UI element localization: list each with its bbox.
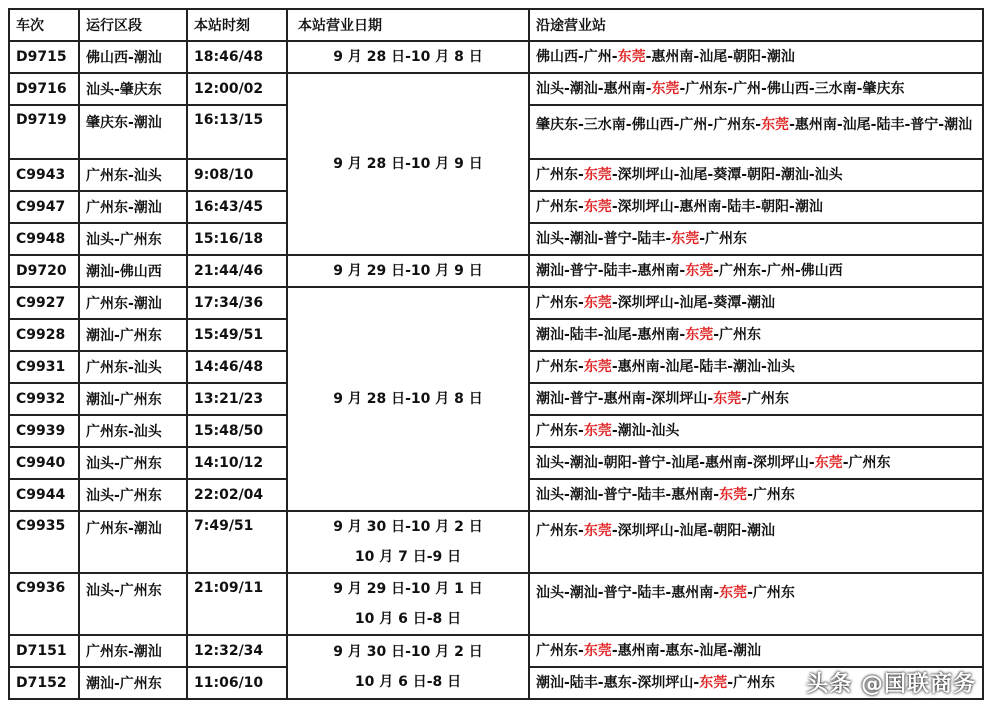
train-number: C9939 xyxy=(9,415,79,447)
route-stations: 佛山西-广州-东莞-惠州南-汕尾-朝阳-潮汕 xyxy=(529,41,983,73)
run-section: 汕头-广州东 xyxy=(79,573,187,635)
header-dates: 本站营业日期 xyxy=(287,9,529,41)
run-section: 广州东-汕头 xyxy=(79,159,187,191)
train-number: D9719 xyxy=(9,105,79,159)
highlighted-station: 东莞 xyxy=(583,359,612,375)
run-section: 广州东-汕头 xyxy=(79,415,187,447)
route-stations: 广州东-东莞-深圳坪山-汕尾-朝阳-潮汕 xyxy=(529,511,983,573)
station-time: 12:32/34 xyxy=(187,635,287,667)
table-row xyxy=(9,573,983,635)
run-section: 广州东-汕头 xyxy=(79,351,187,383)
station-time: 16:43/45 xyxy=(187,191,287,223)
route-stations: 潮汕-陆丰-汕尾-惠州南-东莞-广州东 xyxy=(529,319,983,351)
station-time: 18:46/48 xyxy=(187,41,287,73)
business-dates xyxy=(287,41,529,73)
schedule-table xyxy=(8,8,984,700)
business-dates xyxy=(287,573,529,635)
highlighted-station: 东莞 xyxy=(651,81,680,97)
table-row xyxy=(9,41,983,73)
highlighted-station: 东莞 xyxy=(583,523,612,539)
date-line: 9 月 28 日-10 月 9 日 xyxy=(333,156,483,172)
business-dates xyxy=(287,287,529,511)
route-stations: 肇庆东-三水南-佛山西-广州-广州东-东莞-惠州南-汕尾-陆丰-普宁-潮汕 xyxy=(529,105,983,159)
date-line: 9 月 29 日-10 月 9 日 xyxy=(333,263,483,279)
route-stations: 汕头-潮汕-普宁-陆丰-惠州南-东莞-广州东 xyxy=(529,479,983,511)
table-row xyxy=(9,255,983,287)
run-section: 汕头-广州东 xyxy=(79,223,187,255)
train-number: D9716 xyxy=(9,73,79,105)
train-number: C9944 xyxy=(9,479,79,511)
route-stations: 汕头-潮汕-普宁-陆丰-惠州南-东莞-广州东 xyxy=(529,573,983,635)
date-line: 10 月 6 日-8 日 xyxy=(354,611,462,627)
table-row xyxy=(9,635,983,667)
run-section: 广州东-潮汕 xyxy=(79,511,187,573)
run-section: 佛山西-潮汕 xyxy=(79,41,187,73)
date-line: 9 月 28 日-10 月 8 日 xyxy=(333,391,483,407)
route-stations: 潮汕-陆丰-惠东-深圳坪山-东莞-广州东 xyxy=(529,667,983,699)
highlighted-station: 东莞 xyxy=(583,423,612,439)
train-number: C9928 xyxy=(9,319,79,351)
route-stations: 潮汕-普宁-陆丰-惠州南-东莞-广州东-广州-佛山西 xyxy=(529,255,983,287)
highlighted-station: 东莞 xyxy=(685,263,714,279)
highlighted-station: 东莞 xyxy=(583,167,612,183)
highlighted-station: 东莞 xyxy=(719,585,748,601)
route-stations: 汕头-潮汕-普宁-陆丰-东莞-广州东 xyxy=(529,223,983,255)
route-stations: 广州东-东莞-潮汕-汕头 xyxy=(529,415,983,447)
highlighted-station: 东莞 xyxy=(583,199,612,215)
train-number: D9720 xyxy=(9,255,79,287)
highlighted-station: 东莞 xyxy=(617,49,646,65)
train-number: D7152 xyxy=(9,667,79,699)
business-dates xyxy=(287,635,529,699)
train-number: C9947 xyxy=(9,191,79,223)
date-line: 10 月 7 日-9 日 xyxy=(354,549,462,565)
run-section: 广州东-潮汕 xyxy=(79,191,187,223)
run-section: 潮汕-佛山西 xyxy=(79,255,187,287)
route-stations: 汕头-潮汕-朝阳-普宁-汕尾-惠州南-深圳坪山-东莞-广州东 xyxy=(529,447,983,479)
highlighted-station: 东莞 xyxy=(699,675,728,691)
station-time: 14:46/48 xyxy=(187,351,287,383)
date-line: 9 月 30 日-10 月 2 日 xyxy=(333,519,483,535)
route-stations: 广州东-东莞-深圳坪山-汕尾-葵潭-潮汕 xyxy=(529,287,983,319)
station-time: 14:10/12 xyxy=(187,447,287,479)
station-time: 22:02/04 xyxy=(187,479,287,511)
run-section: 潮汕-广州东 xyxy=(79,319,187,351)
highlighted-station: 东莞 xyxy=(719,487,748,503)
date-line: 9 月 30 日-10 月 2 日 xyxy=(333,644,483,660)
highlighted-station: 东莞 xyxy=(713,391,742,407)
table-row xyxy=(9,287,983,319)
route-stations: 广州东-东莞-惠州南-汕尾-陆丰-潮汕-汕头 xyxy=(529,351,983,383)
station-time: 9:08/10 xyxy=(187,159,287,191)
train-number: C9936 xyxy=(9,573,79,635)
train-number: C9948 xyxy=(9,223,79,255)
business-dates xyxy=(287,73,529,255)
station-time: 13:21/23 xyxy=(187,383,287,415)
station-time: 7:49/51 xyxy=(187,511,287,573)
train-number: C9927 xyxy=(9,287,79,319)
run-section: 潮汕-广州东 xyxy=(79,383,187,415)
highlighted-station: 东莞 xyxy=(814,455,843,471)
business-dates xyxy=(287,511,529,573)
run-section: 汕头-广州东 xyxy=(79,447,187,479)
train-number: C9940 xyxy=(9,447,79,479)
train-number: C9935 xyxy=(9,511,79,573)
station-time: 16:13/15 xyxy=(187,105,287,159)
header-train: 车次 xyxy=(9,9,79,41)
run-section: 潮汕-广州东 xyxy=(79,667,187,699)
table-header-row xyxy=(9,9,983,41)
header-section: 运行区段 xyxy=(79,9,187,41)
route-stations: 广州东-东莞-惠州南-惠东-汕尾-潮汕 xyxy=(529,635,983,667)
station-time: 17:34/36 xyxy=(187,287,287,319)
run-section: 汕头-肇庆东 xyxy=(79,73,187,105)
run-section: 广州东-潮汕 xyxy=(79,287,187,319)
run-section: 广州东-潮汕 xyxy=(79,635,187,667)
route-stations: 汕头-潮汕-惠州南-东莞-广州东-广州-佛山西-三水南-肇庆东 xyxy=(529,73,983,105)
header-route: 沿途营业站 xyxy=(529,9,983,41)
run-section: 汕头-广州东 xyxy=(79,479,187,511)
date-line: 9 月 29 日-10 月 1 日 xyxy=(333,581,483,597)
route-stations: 广州东-东莞-深圳坪山-惠州南-陆丰-朝阳-潮汕 xyxy=(529,191,983,223)
station-time: 15:49/51 xyxy=(187,319,287,351)
station-time: 11:06/10 xyxy=(187,667,287,699)
train-number: C9932 xyxy=(9,383,79,415)
highlighted-station: 东莞 xyxy=(671,231,700,247)
highlighted-station: 东莞 xyxy=(583,295,612,311)
station-time: 15:16/18 xyxy=(187,223,287,255)
date-line: 9 月 28 日-10 月 8 日 xyxy=(333,49,483,65)
station-time: 12:00/02 xyxy=(187,73,287,105)
station-time: 15:48/50 xyxy=(187,415,287,447)
date-line: 10 月 6 日-8 日 xyxy=(354,674,462,690)
route-stations: 潮汕-普宁-惠州南-深圳坪山-东莞-广州东 xyxy=(529,383,983,415)
train-number: C9943 xyxy=(9,159,79,191)
route-stations: 广州东-东莞-深圳坪山-汕尾-葵潭-朝阳-潮汕-汕头 xyxy=(529,159,983,191)
table-row xyxy=(9,73,983,105)
highlighted-station: 东莞 xyxy=(583,643,612,659)
train-number: D9715 xyxy=(9,41,79,73)
train-number: D7151 xyxy=(9,635,79,667)
header-time: 本站时刻 xyxy=(187,9,287,41)
train-number: C9931 xyxy=(9,351,79,383)
watermark: 头条 @国联商务 xyxy=(806,672,976,697)
highlighted-station: 东莞 xyxy=(761,117,790,133)
run-section: 肇庆东-潮汕 xyxy=(79,105,187,159)
highlighted-station: 东莞 xyxy=(685,327,714,343)
table-row xyxy=(9,511,983,573)
station-time: 21:44/46 xyxy=(187,255,287,287)
station-time: 21:09/11 xyxy=(187,573,287,635)
business-dates xyxy=(287,255,529,287)
